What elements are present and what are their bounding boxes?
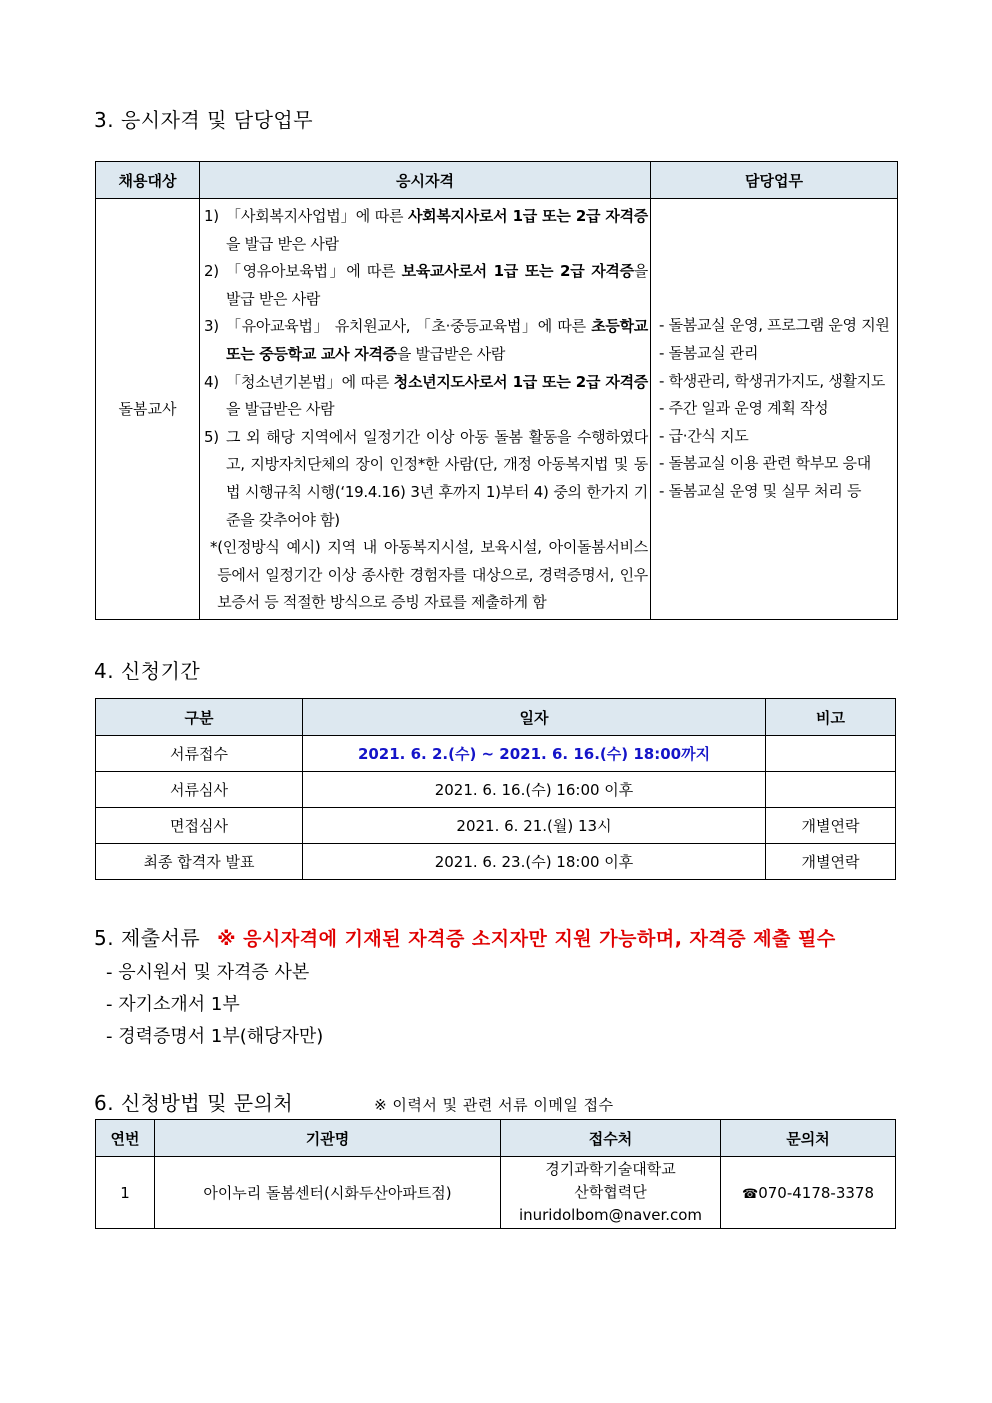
- duty-item: - 돌봄교실 운영 및 실무 처리 등: [659, 481, 862, 500]
- duty-item: - 돌봄교실 관리: [659, 343, 759, 362]
- header-org: 기관명: [155, 1120, 501, 1157]
- table-row: 1 아이누리 돌봄센터(시화두산아파트점) 경기과학기술대학교 산학협력단 inuridolbom@naver.com ☎070-4178-3378: [96, 1157, 896, 1229]
- qualification-item: 4) 「청소년기본법」에 따른 청소년지도사로서 1급 또는 2급 자격증을 발급받은 사람: [204, 372, 648, 419]
- header-qualification: 응시자격: [200, 162, 651, 199]
- table-row: 서류접수 2021. 6. 2.(수) ~ 2021. 6. 16.(수) 18:00까지: [96, 736, 896, 772]
- duty-cell: [651, 199, 898, 620]
- email-link[interactable]: inuridolbom@naver.com: [518, 1206, 703, 1224]
- recv-cell: 경기과학기술대학교 산학협력단 inuridolbom@naver.com: [501, 1157, 721, 1229]
- target-cell: 돌봄교사: [96, 199, 200, 620]
- list-item: - 응시원서 및 자격증 사본: [106, 962, 310, 983]
- section4-title: 4. 신청기간: [94, 659, 201, 683]
- header-contact: 문의처: [721, 1120, 896, 1157]
- header-type: 구분: [96, 699, 303, 736]
- header-date: 일자: [303, 699, 766, 736]
- qualification-item: 2) 「영유아보육법」에 따른 보육교사로서 1급 또는 2급 자격증을 발급 받은 사람: [204, 262, 648, 308]
- header-no: 연번: [96, 1120, 155, 1157]
- qualification-item: 3) 「유아교육법」 유치원교사, 「초·중등교육법」에 따른 초등학교 또는 중등학교 교사 자격증을 발급받은 사람: [204, 317, 648, 363]
- qualification-item: 1) 「사회복지사업법」에 따른 사회복지사로서 1급 또는 2급 자격증을 발급 받은 사람: [204, 207, 648, 253]
- email-note: ※ 이력서 및 관련 서류 이메일 접수: [374, 1096, 614, 1114]
- phone-icon: ☎: [741, 1186, 759, 1202]
- qualification-item: 5) 그 외 해당 지역에서 일정기간 이상 아동 돌봄 활동을 수행하였다고, 지방자치단체의 장이 인정*한 사람(단, 개정 아동복지법 및 동법 시행규칙 시행(‘19.4.16) 3년 후까지 1)부터 4) 중의 한가지 기준을 갖추어야 함): [204, 427, 648, 529]
- schedule-table: [95, 698, 896, 880]
- qualification-note: * (인정방식 예시) 지역 내 아동복지시설, 보육시설, 아이돌봄서비스 등에서 일정기간 이상 종사한 경험자를 대상으로, 경력증명서, 인우보증서 등 적절한 방식으로 증빙 자료를 제출하게 함: [210, 538, 648, 612]
- list-item: - 경력증명서 1부(해당자만): [106, 1026, 324, 1047]
- header-recv: 접수처: [501, 1120, 721, 1157]
- qualification-table: [95, 161, 898, 620]
- duty-item: - 돌봄교실 이용 관련 학부모 응대: [659, 454, 871, 473]
- duty-item: - 주간 일과 운영 계획 작성: [659, 399, 829, 418]
- phone-cell: [721, 1157, 896, 1229]
- duty-item: - 돌봄교실 운영, 프로그램 운영 지원: [659, 316, 890, 335]
- org-name: 아이누리 돌봄센터(시화두산아파트점): [155, 1157, 501, 1229]
- duty-item: - 학생관리, 학생귀가지도, 생활지도: [659, 371, 886, 390]
- list-item: - 자기소개서 1부: [106, 994, 240, 1015]
- phone-number[interactable]: 070-4178-3378: [758, 1183, 874, 1202]
- header-duty: 담당업무: [651, 162, 898, 199]
- table-row: 서류심사 2021. 6. 16.(수) 16:00 이후: [96, 772, 896, 808]
- application-period: 2021. 6. 2.(수) ~ 2021. 6. 16.(수) 18:00까지: [303, 736, 766, 772]
- section3-title: 3. 응시자격 및 담당업무: [94, 108, 314, 132]
- header-target: 채용대상: [96, 162, 200, 199]
- duty-item: - 급·간식 지도: [659, 426, 749, 445]
- table-row: 면접심사 2021. 6. 21.(월) 13시 개별연락: [96, 808, 896, 844]
- contact-table: [95, 1119, 896, 1229]
- warning-text: ※ 응시자격에 기재된 자격증 소지자만 지원 가능하며, 자격증 제출 필수: [217, 928, 836, 950]
- qualification-cell: [200, 199, 651, 620]
- section6-title: 6. 신청방법 및 문의처 ※ 이력서 및 관련 서류 이메일 접수: [94, 1091, 614, 1115]
- header-note: 비고: [766, 699, 896, 736]
- section5-title: 5. 제출서류 ※ 응시자격에 기재된 자격증 소지자만 지원 가능하며, 자격증 제출 필수: [94, 926, 836, 950]
- table-row: 최종 합격자 발표 2021. 6. 23.(수) 18:00 이후 개별연락: [96, 844, 896, 880]
